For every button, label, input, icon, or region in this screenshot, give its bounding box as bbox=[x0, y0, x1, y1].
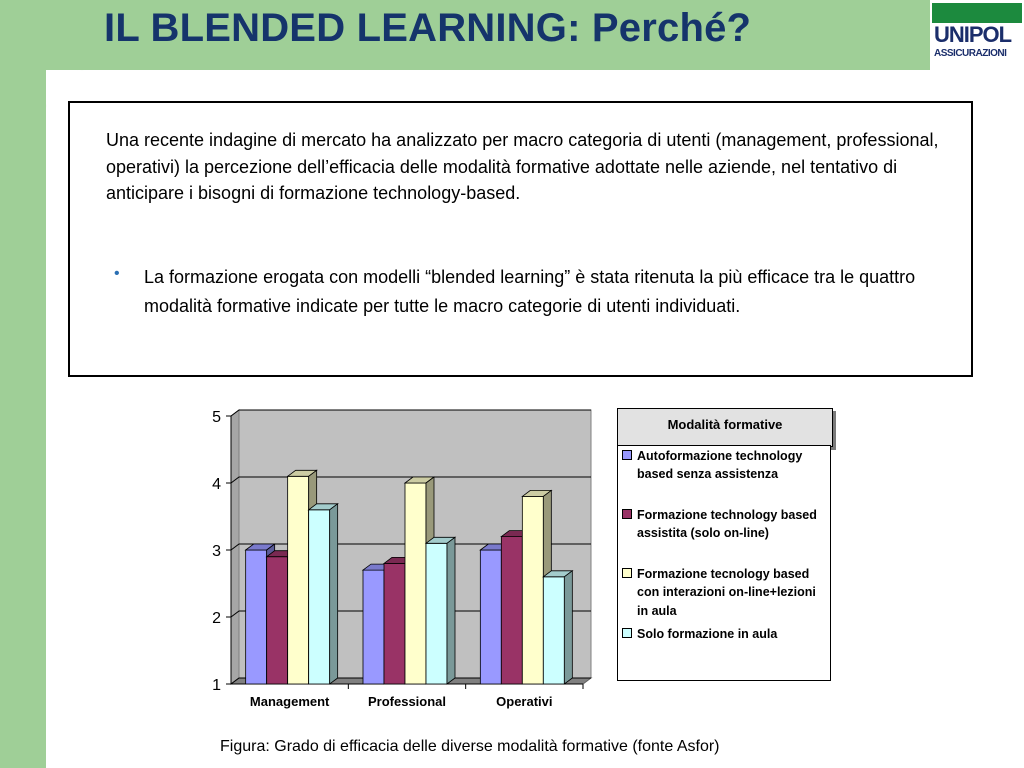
figure-caption: Figura: Grado di efficacia delle diverse modalità formative (fonte Asfor) bbox=[220, 738, 720, 755]
legend-label: Formazione technology based assistita (solo on-line) bbox=[637, 508, 817, 541]
x-tick-label: Management bbox=[249, 694, 330, 709]
legend-title: Modalità formative bbox=[667, 417, 783, 432]
logo-wordmark: UNIPOL bbox=[934, 22, 1012, 47]
bar bbox=[480, 550, 501, 684]
legend-label: Autoformazione technology based senza assistenza bbox=[637, 449, 803, 482]
legend-title-box bbox=[617, 408, 833, 447]
bar bbox=[288, 476, 309, 684]
bar bbox=[309, 510, 330, 684]
bar bbox=[522, 496, 543, 684]
bar bbox=[363, 570, 384, 684]
y-tick-label: 3 bbox=[212, 543, 221, 560]
slide-title: IL BLENDED LEARNING: Perché? bbox=[104, 6, 752, 50]
legend-swatch bbox=[622, 450, 632, 460]
legend-swatch bbox=[622, 568, 632, 578]
legend-swatch bbox=[622, 628, 632, 638]
chart-legend bbox=[617, 445, 831, 681]
logo-green-bar bbox=[932, 3, 1022, 23]
x-tick-label: Operativi bbox=[496, 694, 553, 709]
bar bbox=[543, 577, 564, 684]
bar-side bbox=[564, 571, 572, 684]
bullet-icon: • bbox=[114, 265, 120, 282]
y-tick-label: 1 bbox=[212, 677, 221, 694]
intro-text-box bbox=[68, 101, 973, 377]
legend-label: Solo formazione in aula bbox=[637, 627, 778, 641]
y-tick-label: 5 bbox=[212, 409, 221, 426]
bar-side bbox=[447, 537, 455, 684]
bar bbox=[384, 563, 405, 684]
bar-chart bbox=[195, 398, 600, 718]
legend-swatch bbox=[622, 509, 632, 519]
y-tick-label: 2 bbox=[212, 610, 221, 627]
unipol-logo bbox=[930, 0, 1024, 70]
y-tick-label: 4 bbox=[212, 476, 221, 493]
bullet-point: La formazione erogata con modelli “blended learning” è stata ritenuta la più efficace tra le quattro modalità formative indicate per tutte le macro categorie di utenti individuati. bbox=[144, 267, 916, 316]
bar bbox=[426, 543, 447, 684]
bar-side bbox=[330, 504, 338, 684]
bar bbox=[405, 483, 426, 684]
intro-paragraph: Una recente indagine di mercato ha analizzato per macro categoria di utenti (management, professional, operativi) la percezione dell’efficacia delle modalità formative adottate nelle aziende, nel tentativo di anticipare i bisogni di formazione technology-based. bbox=[106, 130, 939, 203]
x-tick-label: Professional bbox=[367, 694, 447, 709]
bar bbox=[501, 537, 522, 684]
green-side-frame bbox=[0, 0, 46, 768]
bar bbox=[246, 550, 267, 684]
logo-subtext: ASSICURAZIONI bbox=[934, 48, 1007, 59]
legend-label: Formazione tecnology based con interazioni on-line+lezioni in aula bbox=[637, 567, 816, 618]
bar bbox=[267, 557, 288, 684]
